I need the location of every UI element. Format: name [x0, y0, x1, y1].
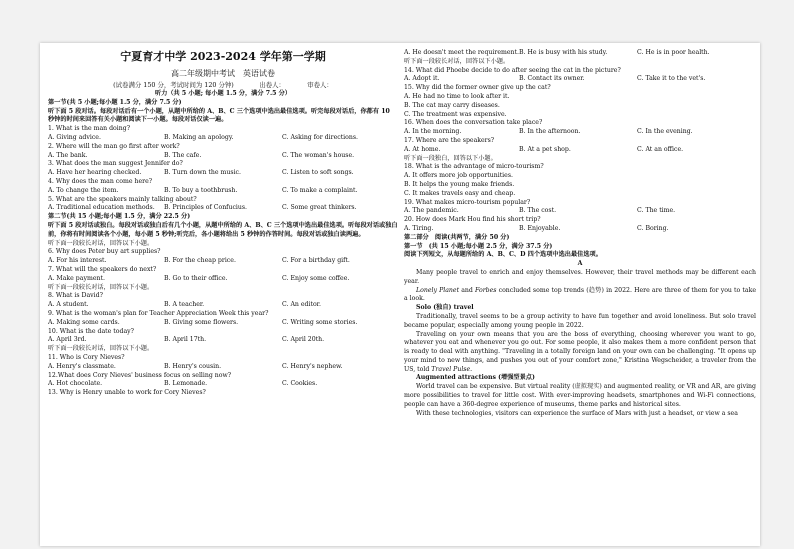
option-a: A. To change the item. — [48, 186, 119, 194]
question-5-options — [48, 204, 398, 213]
option-b: B. Turn down the music. — [164, 169, 241, 177]
option-c: C. An editor. — [282, 301, 321, 309]
option-b: B. Giving some flowers. — [164, 318, 239, 326]
source-name: Lonely Planet — [416, 286, 460, 294]
exam-meta: (试卷满分 150 分，考试时间为 120 分钟) 出卷人： 审卷人： — [113, 81, 333, 89]
option-c: C. The time. — [637, 207, 676, 215]
question-20: 20. How does Mark Hou find his short trip? — [404, 216, 541, 224]
question-11-options — [48, 363, 398, 372]
subheading-augmented-attractions: Augmented attractions (增强型景点) — [416, 374, 535, 382]
option-b: B. Contact its owner. — [519, 75, 585, 83]
option-a: A. Making some cards. — [48, 318, 120, 326]
question-11: 11. Who is Cory Nieves? — [48, 353, 125, 361]
paragraph: With these technologies, visitors can experience the surface of Mars with just a headset, or view a sea — [416, 409, 738, 417]
question-5: 5. What are the speakers mainly talking about? — [48, 195, 197, 203]
part2-section1-title: 第一节 (共 15 小题;每小题 2.5 分，满分 37.5 分) — [404, 242, 553, 250]
option-a: A. Tiring. — [404, 224, 434, 232]
question-7: 7. What will the speakers do next? — [48, 265, 157, 273]
question-10-options — [48, 336, 398, 345]
option-c: C. He is in poor health. — [637, 49, 710, 56]
paragraph: Many people travel to enrich and enjoy themselves. However, their travel methods may be different each year. — [404, 268, 756, 285]
question-13: 13. Why is Henry unable to work for Cory Nieves? — [48, 389, 206, 397]
option-b: B. It helps the young make friends. — [404, 180, 515, 188]
option-b: B. In the afternoon. — [519, 128, 581, 136]
option-a: A. A student. — [48, 301, 89, 309]
option-c: C. Asking for directions. — [282, 133, 359, 141]
option-b: B. For the cheap price. — [164, 257, 236, 265]
question-14: 14. What did Phoebe decide to do after seeing the cat in the picture? — [404, 66, 621, 74]
question-2: 2. Where will the man go first after work? — [48, 142, 180, 150]
option-b: B. A teacher. — [164, 301, 205, 309]
section1-instructions: 听下面 5 段对话。每段对话后有一个小题，从题中所给的 A、B、C 三个选项中选出最佳选项。听完每段对话后，你都有 10 秒钟的时间来回答有关小题和阅读下一小题。每段对话仅读一遍。 — [48, 107, 390, 124]
option-b: B. Lemonade. — [164, 380, 208, 388]
source-name: Forbes — [475, 286, 497, 294]
option-c: C. In the evening. — [637, 128, 693, 136]
option-a: A. Adopt it. — [404, 75, 440, 83]
option-c: C. The woman's house. — [282, 151, 355, 159]
option-c: C. To make a complaint. — [282, 186, 358, 194]
question-8: 8. What is David? — [48, 292, 103, 300]
question-10: 10. What is the date today? — [48, 327, 134, 335]
section1-title: 第一节(共 5 小题;每小题 1.5 分，满分 7.5 分) — [48, 98, 182, 106]
question-17: 17. Where are the speakers? — [404, 136, 495, 144]
option-a: A. Have her hearing checked. — [48, 169, 142, 177]
text: and — [459, 286, 476, 294]
option-c: C. At an office. — [637, 145, 684, 153]
option-c: C. Henry's nephew. — [282, 362, 343, 370]
option-a: A. In the morning. — [404, 128, 462, 136]
option-b: B. Enjoyable. — [519, 224, 561, 232]
question-3: 3. What does the man suggest Jennifer do? — [48, 160, 183, 168]
option-a: A. April 3rd. — [48, 336, 87, 344]
option-b: B. Go to their office. — [164, 274, 228, 282]
question-2-options — [48, 152, 398, 161]
option-b: B. April 17th. — [164, 336, 207, 344]
option-a: A. It offers more job opportunities. — [404, 172, 513, 180]
listen-prompt: 听下面一段较长对话，回答以下小题。 — [404, 57, 510, 65]
option-a: A. Traditional education methods. — [48, 204, 155, 212]
listen-prompt: 听下面一段较长对话，回答以下小题。 — [48, 239, 154, 247]
option-c: C. Writing some stories. — [282, 318, 358, 326]
text: Traveling on your own means that you are the boss of everything, choosing wherever you want to go, whatever you eat and whenever you go out. For some people, it also makes them a more confident person that is ready to deal with anything. "Traveling in a totally foreign land on your own can be challenging. "It opens up your mind to new things, and pushes you out of your comfort zone," Kristina Wegscheider, a traveler from the US, told — [404, 330, 756, 373]
paragraph — [404, 287, 756, 305]
option-a: A. Henry's classmate. — [48, 362, 116, 370]
option-a: A. He had no time to look after it. — [404, 92, 510, 100]
option-a: A. Giving advice. — [48, 133, 101, 141]
option-b: B. He is busy with his study. — [519, 49, 608, 56]
option-c: C. Listen to soft songs. — [282, 169, 354, 177]
part2-instructions: 阅读下列短文，从每题所给的 A、B、C、D 四个选项中选出最佳选项。 — [404, 251, 602, 259]
option-c: C. Take it to the vet's. — [637, 75, 706, 83]
subheading-solo-travel: Solo (独自) travel — [416, 304, 474, 312]
option-c: C. The treatment was expensive. — [404, 110, 507, 118]
option-c: C. Some great thinkers. — [282, 204, 357, 212]
listening-heading: 听力（共 5 小题; 每小题 1.5 分，满分 7.5 分） — [154, 90, 291, 97]
exam-page — [40, 43, 760, 546]
exam-subtitle: 高二年级期中考试 英语试卷 — [171, 69, 275, 78]
section2-instructions: 听下面 5 段对话或独白。每段对话或独白后有几个小题，从题中所给的 A、B、C 三个选项中选出最佳选项。听每段对话或独白前，你将有时间阅读各个小题，每小题 5 秒钟;听完后，各小题将给出 5 秒钟的作答时间。每段对话或独白读两遍。 — [48, 221, 398, 238]
question-9: 9. What is the woman's plan for Teacher Appreciation Week this year? — [48, 309, 269, 317]
question-6-options — [48, 257, 398, 266]
question-20-options — [404, 225, 756, 234]
option-a: A. Make payment. — [48, 274, 105, 282]
option-c: C. Enjoy some coffee. — [282, 274, 350, 282]
text: concluded some top trends (趋势) in 2022. Here are three of them for you to take a look. — [404, 286, 756, 303]
question-12: 12.What does Cory Nieves' business focus on selling now? — [48, 371, 232, 379]
part2-title: 第二部分 阅读(共两节，满分 50 分) — [404, 233, 510, 241]
source-name: Travel Pulse — [431, 365, 471, 373]
paragraph — [404, 331, 756, 375]
option-c: C. For a birthday gift. — [282, 257, 350, 265]
question-16: 16. When does the conversation take place? — [404, 119, 543, 127]
question-4: 4. Why does the man come here? — [48, 177, 153, 185]
option-a: A. Hot chocolate. — [48, 380, 103, 388]
section2-title: 第二节(共 15 小题;每小题 1.5 分，满分 22.5 分) — [48, 213, 191, 221]
passage-label: A — [577, 260, 583, 268]
option-b: B. To buy a toothbrush. — [164, 186, 238, 194]
text: . — [470, 365, 473, 373]
left-column — [48, 49, 398, 398]
option-b: B. Principles of Confucius. — [164, 204, 248, 212]
listen-prompt: 听下面一段较长对话，回答以下小题。 — [48, 283, 154, 291]
option-b: B. Henry's cousin. — [164, 362, 222, 370]
option-a: A. For his interest. — [48, 257, 107, 265]
question-9-options — [48, 319, 398, 328]
listen-prompt: 听下面一段独白，回答以下小题。 — [404, 154, 497, 162]
option-c: C. Cookies. — [282, 380, 318, 388]
option-a: A. At home. — [404, 145, 441, 153]
question-6: 6. Why does Peter buy art supplies? — [48, 248, 161, 256]
question-8-options — [48, 301, 398, 310]
question-13-options — [404, 49, 756, 58]
right-column — [404, 49, 756, 418]
question-1: 1. What is the man doing? — [48, 125, 131, 133]
question-19: 19. What makes micro-tourism popular? — [404, 198, 531, 206]
question-18: 18. What is the advantage of micro-tourism? — [404, 163, 544, 171]
exam-title: 宁夏育才中学 2023-2024 学年第一学期 — [120, 50, 326, 63]
option-a: A. The bank. — [48, 151, 88, 159]
question-4-options — [48, 187, 398, 196]
question-14-options — [404, 75, 756, 84]
question-16-options — [404, 128, 756, 137]
option-c: C. It makes travels easy and cheap. — [404, 189, 516, 197]
option-b: B. Making an apology. — [164, 133, 234, 141]
question-7-options — [48, 275, 398, 284]
listen-prompt: 听下面一段较长对话，回答以下小题。 — [48, 345, 154, 353]
option-a: A. He doesn't meet the requirement. — [404, 49, 519, 56]
question-1-options — [48, 134, 398, 143]
paragraph: Traditionally, travel seems to be a group activity to have fun together and avoid loneliness. But solo travel became popular, especially among young people in 2022. — [404, 312, 756, 329]
option-b: B. At a pet shop. — [519, 145, 571, 153]
option-b: B. The cafe. — [164, 151, 202, 159]
option-b: B. The cost. — [519, 207, 557, 215]
option-a: A. The pandemic. — [404, 207, 459, 215]
question-19-options — [404, 207, 756, 216]
question-15: 15. Why did the former owner give up the cat? — [404, 84, 551, 92]
paragraph: World travel can be expensive. But virtual reality (虚拟现实) and augmented reality, or VR and AR, are giving more possibilities to travel for little cost. With ever-improving headsets, smartphones and Wi-Fi connections, people can have a 360-degree experience of museums, theme parks and historical sites. — [404, 383, 756, 408]
option-c: C. Boring. — [637, 224, 669, 232]
question-12-options — [48, 380, 398, 389]
option-c: C. April 20th. — [282, 336, 325, 344]
option-b: B. The cat may carry diseases. — [404, 101, 500, 109]
question-3-options — [48, 169, 398, 178]
question-17-options — [404, 146, 756, 155]
